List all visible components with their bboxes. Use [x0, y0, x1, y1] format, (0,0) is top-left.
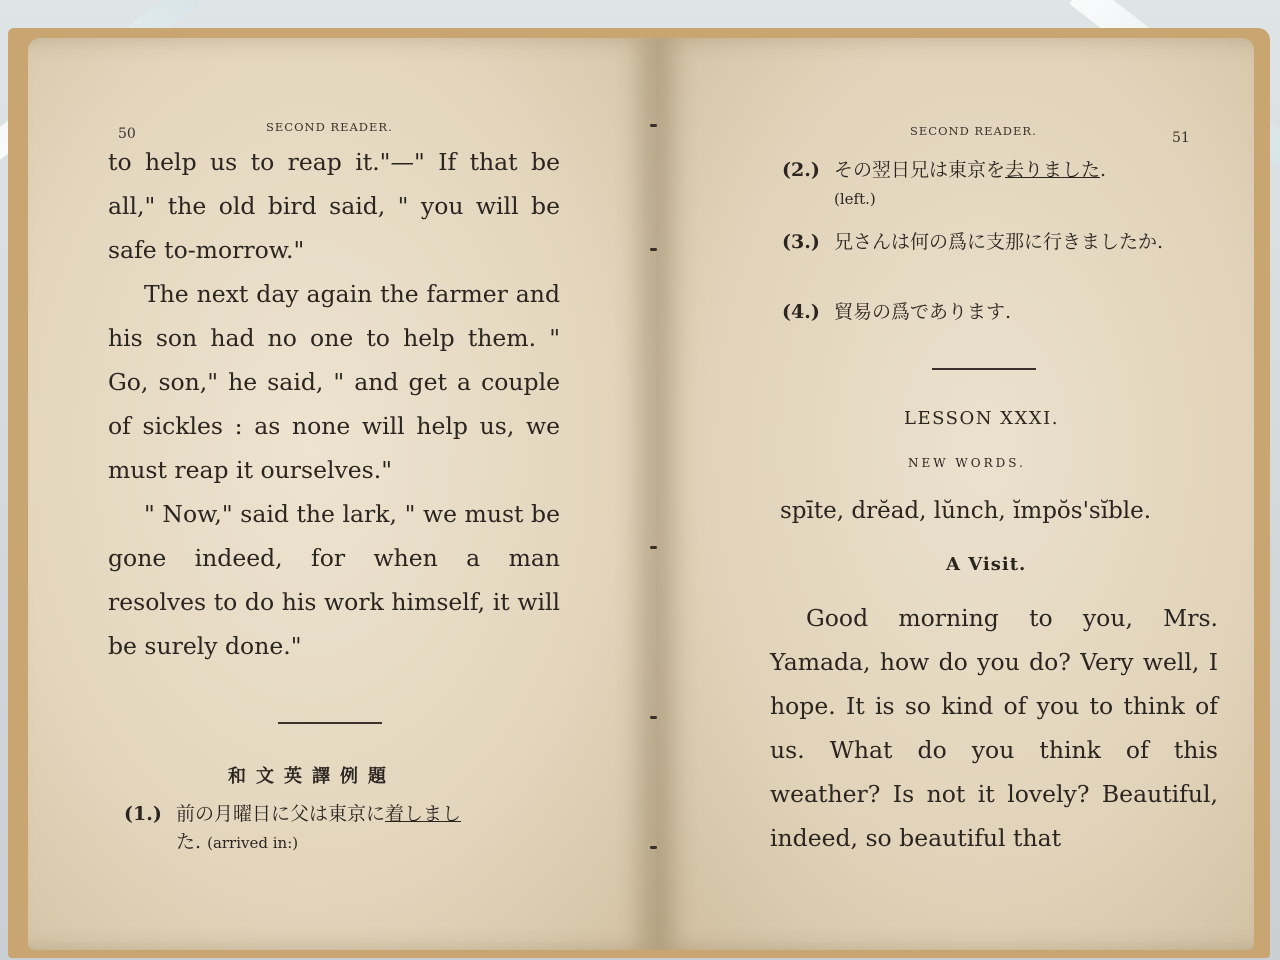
running-head: SECOND READER.: [910, 124, 1037, 138]
page-number: 50: [118, 126, 136, 142]
lesson-title: LESSON XXXI.: [904, 408, 1059, 429]
exercise-number: (1.): [124, 803, 162, 825]
story-text: Good morning to you, Mrs. Yamada, how do you do? Very well, I hope. It is so kind of you to think of us. What do you think of this weather? Is not it lovely? Beautiful, indeed, so beautiful that: [770, 604, 1218, 852]
underlined-phrase: 去りました: [1005, 159, 1101, 181]
left-page: [28, 38, 656, 950]
exercise-heading: 和文英譯例題: [228, 766, 396, 787]
binding-hole: [650, 846, 657, 849]
exercise-number: (3.): [782, 231, 820, 253]
new-words-list: spīte, drĕad, lŭnch, ĭmpŏs'sĭble.: [780, 498, 1152, 524]
section-rule: [278, 722, 382, 724]
story-text-continued: [108, 140, 560, 668]
binding-hole: [650, 716, 657, 719]
gloss: (left.): [834, 190, 876, 208]
story-title: A Visit.: [946, 554, 1027, 575]
paragraph: to help us to reap it."—" If that be all," the old bird said, " you will be safe to-morrow.": [108, 148, 560, 264]
exercise-number: (2.): [782, 159, 820, 181]
exercise-text: 兄さんは何の爲に支那に行きましたか.: [834, 231, 1164, 253]
right-page: [656, 38, 1254, 950]
new-words-label: NEW WORDS.: [908, 456, 1026, 470]
exercise-item: [782, 156, 1222, 213]
exercise-item: [782, 228, 1212, 256]
running-head: SECOND READER.: [266, 120, 393, 134]
gloss: (arrived in:): [207, 834, 299, 852]
underlined-phrase: 着しまし: [385, 803, 462, 825]
section-rule: [932, 368, 1036, 370]
binding-hole: [650, 546, 657, 549]
page-number: 51: [1172, 130, 1190, 146]
paragraph: The next day again the farmer and his son had no one to help them. " Go, son," he said, " and get a couple of sickles : as none will help us, we must reap it ourselves.": [108, 280, 560, 484]
exercise-text: その翌日兄は東京を去りました. (left.): [834, 159, 1107, 208]
exercise-text: 貿易の爲であります.: [834, 301, 1012, 323]
binding-hole: [650, 124, 657, 127]
binding-hole: [650, 248, 657, 251]
paragraph: " Now," said the lark, " we must be gone indeed, for when a man resolves to do his work himself, it will be surely done.": [108, 500, 560, 660]
exercise-item: [782, 298, 1212, 326]
exercise-item: [124, 800, 568, 857]
exercise-text: 前の月曜日に父は東京に着しまし た. (arrived in:): [176, 803, 462, 853]
exercise-number: (4.): [782, 301, 820, 323]
